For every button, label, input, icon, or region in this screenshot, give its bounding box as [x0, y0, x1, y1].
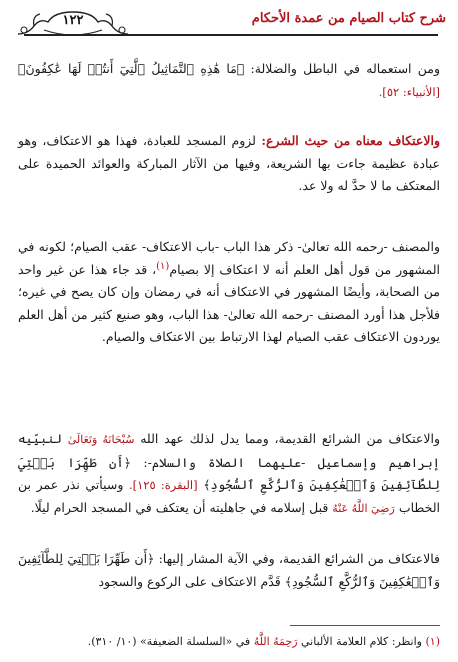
p1-quran-verse: ﴿مَا هَٰذِهِ ٱلتَّمَاثِيلُ ٱلَّتِيٓ أَنتُمۡ لَهَا عَٰكِفُونَ﴾ — [18, 61, 245, 76]
paragraph-5 — [18, 548, 440, 593]
p2-term: والاعتكاف معناه من حيث الشرع: — [261, 133, 441, 148]
p4-text-d: قبل إسلامه في جاهليته أن يعتكف في المسجد الحرام ليلًا. — [30, 499, 333, 515]
footnote-marker: (١) — [156, 260, 170, 272]
p4-text-a: والاعتكاف من الشرائع القديمة، ومما يدل لذلك عهد الله — [134, 431, 441, 446]
footnote — [18, 633, 440, 651]
p4-verse-reference: [البقرة: ١٢٥]. — [128, 478, 198, 492]
p2-text: لزوم المسجد للعبادة، فهذا هو الاعتكاف، وهو عبادة عظيمة جاءت بها الشريعة، وفيها من الآثار المباركة والعوائد الحميدة على المعتكف ما لا حدَّ له ولا عد. — [18, 133, 440, 193]
running-title: شرح كتاب الصيام من عمدة الأحكام — [251, 11, 446, 26]
p5-quran-verse: ﴿أَن طَهِّرَا بَيۡتِيَ لِلطَّآئِفِينَ وَٱلۡعَٰكِفِينَ وَٱلرُّكَّعِ ٱلسُّجُودِ﴾ — [18, 551, 440, 589]
p1-verse-reference: [الأنبياء: ٥٢]. — [378, 84, 440, 99]
p1-lead: ومن استعماله في الباطل والضلالة: — [244, 61, 441, 76]
p4-quran-verse: ﴿أَن طَهِّرَا بَيۡتِيَ لِلطَّآئِفِينَ وَٱلۡعَٰكِفِينَ وَٱلرُّكَّعِ ٱلسُّجُودِ﴾ — [18, 454, 440, 492]
paragraph-2 — [18, 130, 440, 198]
p4-text-c: وسيأتي نذر عمر بن الخطاب — [18, 477, 440, 515]
page-header — [8, 6, 450, 40]
footnote-honorific: رَحِمَهُ اللَّهُ — [253, 635, 298, 648]
footnote-text-b: في «السلسلة الضعيفة» (١٠/ ٣١٠). — [87, 635, 254, 648]
paragraph-1 — [18, 58, 440, 103]
paragraph-4 — [18, 428, 440, 520]
p3-text-b: ، قد جاء هذا عن غير واحد من الصحابة، وأيضًا المشهور في الاعتكاف أنه في رمضان وإن كان يصح في غيره؛ فلأجل هذا أورد المصنف -رحمه الله تعالىٰ- هذا الباب، وهو صنيع كثير من أهل العلم يوردون الاعتكاف عقب الصيام لهذا الارتباط بين الاعتكاف والصيام. — [18, 261, 440, 344]
p5-text-a: فالاعتكاف من الشرائع القديمة، وفي الآية المشار إليها: — [154, 551, 441, 566]
p4-honorific-b: رَضِيَ اللَّهُ عَنْهُ — [332, 501, 395, 515]
page-number: ١٢٢ — [62, 13, 84, 28]
paragraph-3 — [18, 236, 440, 349]
p5-text-b: قَدَّم الاعتكاف على الركوع والسجود — [98, 573, 285, 589]
footnote-text-a: وانظر: كلام العلامة الألباني — [297, 635, 426, 648]
p3-text-a: والمصنف -رحمه الله تعالىٰ- ذكر هذا الباب -باب الاعتكاف- عقب الصيام؛ لكونه في المشهور من قول أهل العلم أنه لا اعتكاف إلا بصيام — [18, 239, 440, 277]
p4-text-b: لنبيِّيه إبراهيم وإسماعيل -عليهما الصلاة والسلام-: — [18, 431, 440, 470]
footnote-separator — [290, 625, 440, 626]
footnote-number: (١) — [425, 635, 440, 648]
p4-honorific-a: سُبْحَانَهُ وَتَعَالَىٰ — [67, 433, 135, 446]
